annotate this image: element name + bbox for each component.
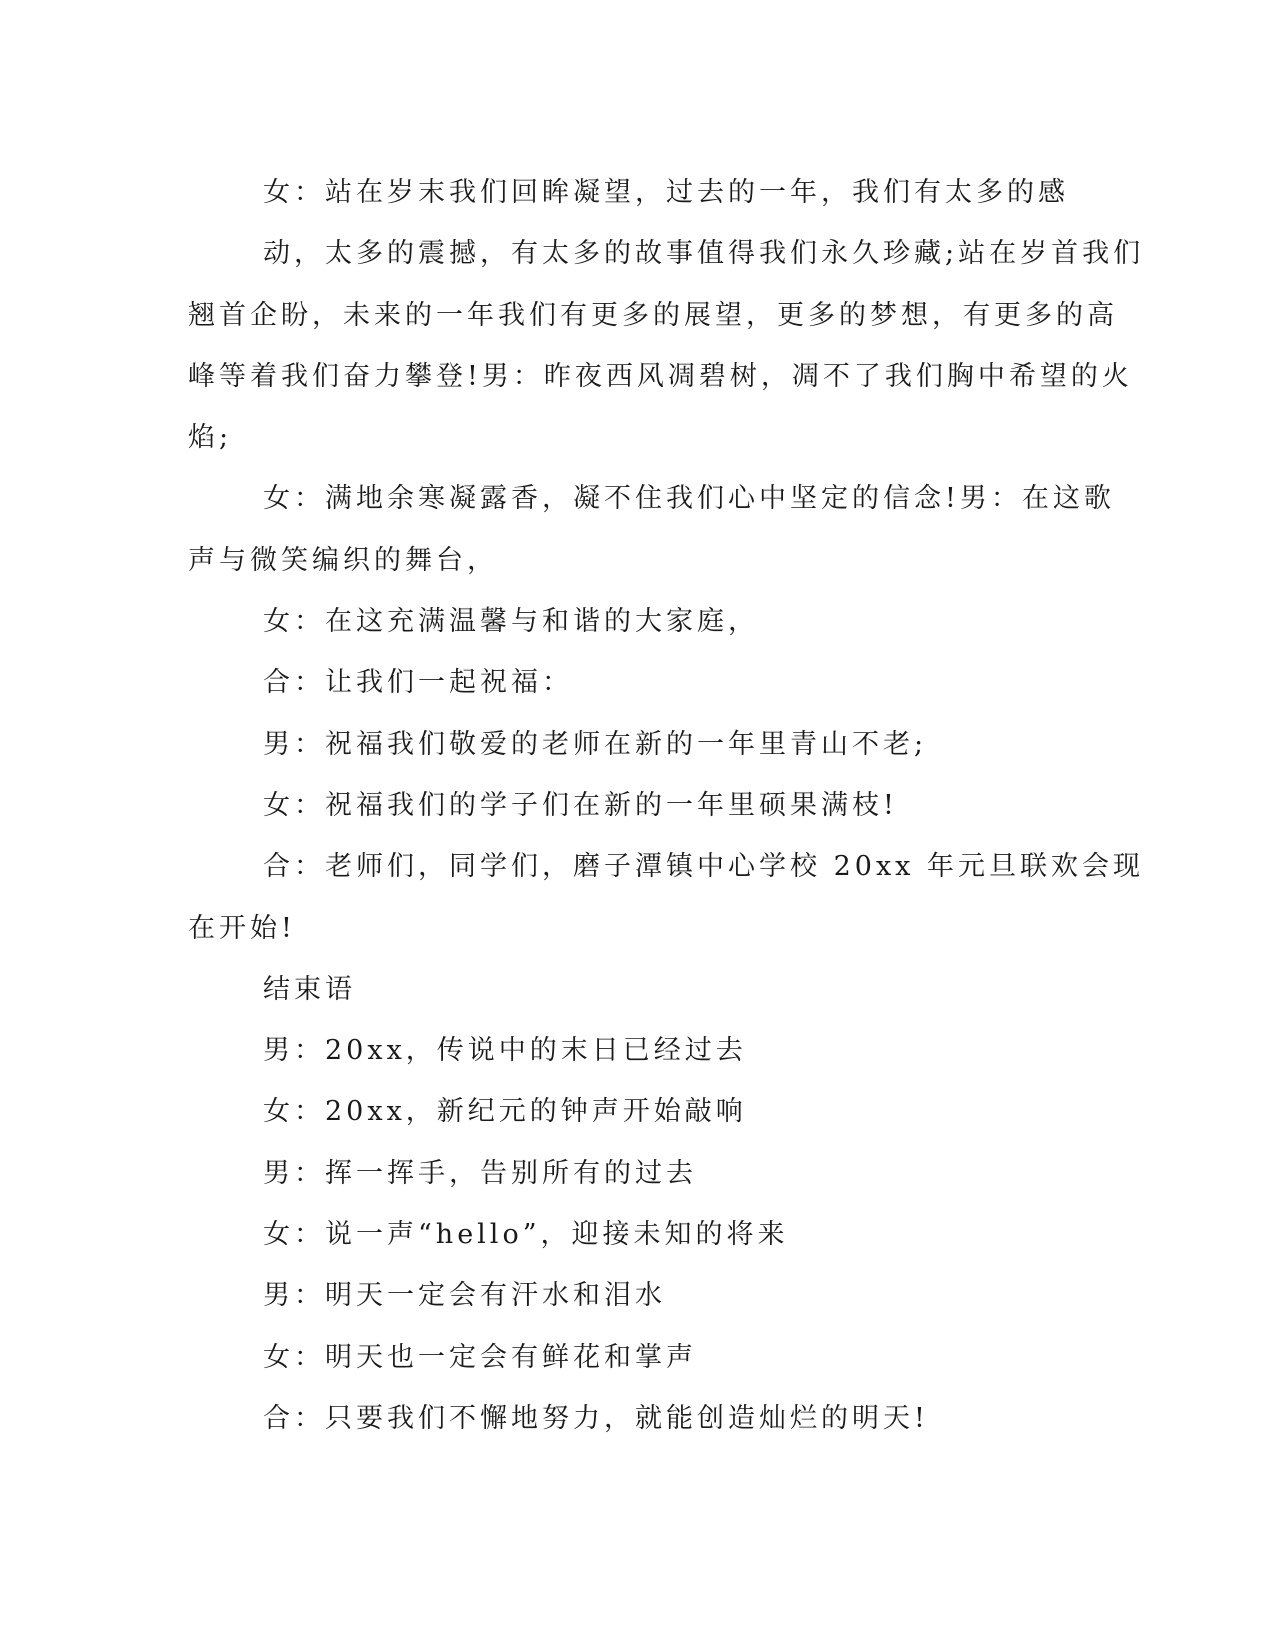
paragraph-line: 男：祝福我们敬爱的老师在新的一年里青山不老;	[263, 728, 928, 760]
paragraph-line: 合：只要我们不懈地努力，就能创造灿烂的明天!	[263, 1402, 929, 1434]
paragraph-line: 女：20xx，新纪元的钟声开始敲响	[263, 1096, 747, 1128]
paragraph-line: 合：让我们一起祝福：	[263, 667, 573, 699]
document-body	[188, 162, 1145, 1449]
paragraph-line: 女：站在岁末我们回眸凝望，过去的一年，我们有太多的感	[263, 177, 1069, 208]
paragraph-line: 在开始!	[188, 912, 296, 944]
paragraph-line: 翘首企盼，未来的一年我们有更多的展望，更多的梦想，有更多的高	[188, 299, 1118, 331]
paragraph-line: 声与微笑编织的舞台，	[188, 544, 498, 576]
paragraph-line: 男：20xx，传说中的末日已经过去	[263, 1035, 747, 1067]
paragraph-line: 女：说一声“hello”，迎接未知的将来	[263, 1219, 789, 1251]
paragraph-line: 女：在这充满温馨与和谐的大家庭，	[263, 606, 759, 638]
paragraph-line: 峰等着我们奋力攀登!男：昨夜西风凋碧树，凋不了我们胸中希望的火	[188, 360, 1133, 392]
paragraph-line: 动，太多的震撼，有太多的故事值得我们永久珍藏;站在岁首我们	[263, 238, 1145, 270]
paragraph-line: 合：老师们，同学们，磨子潭镇中心学校 20xx 年元旦联欢会现	[263, 851, 1144, 883]
section-heading: 结束语	[263, 973, 356, 1005]
paragraph-line: 男：挥一挥手，告别所有的过去	[263, 1157, 697, 1189]
paragraph-line: 男：明天一定会有汗水和泪水	[263, 1280, 666, 1312]
paragraph-line: 女：明天也一定会有鲜花和掌声	[263, 1341, 697, 1373]
paragraph-line: 女：满地余寒凝露香，凝不住我们心中坚定的信念!男：在这歌	[263, 483, 1115, 515]
paragraph-line: 女：祝福我们的学子们在新的一年里硕果满枝!	[263, 789, 898, 821]
paragraph-line: 焰;	[188, 422, 233, 454]
